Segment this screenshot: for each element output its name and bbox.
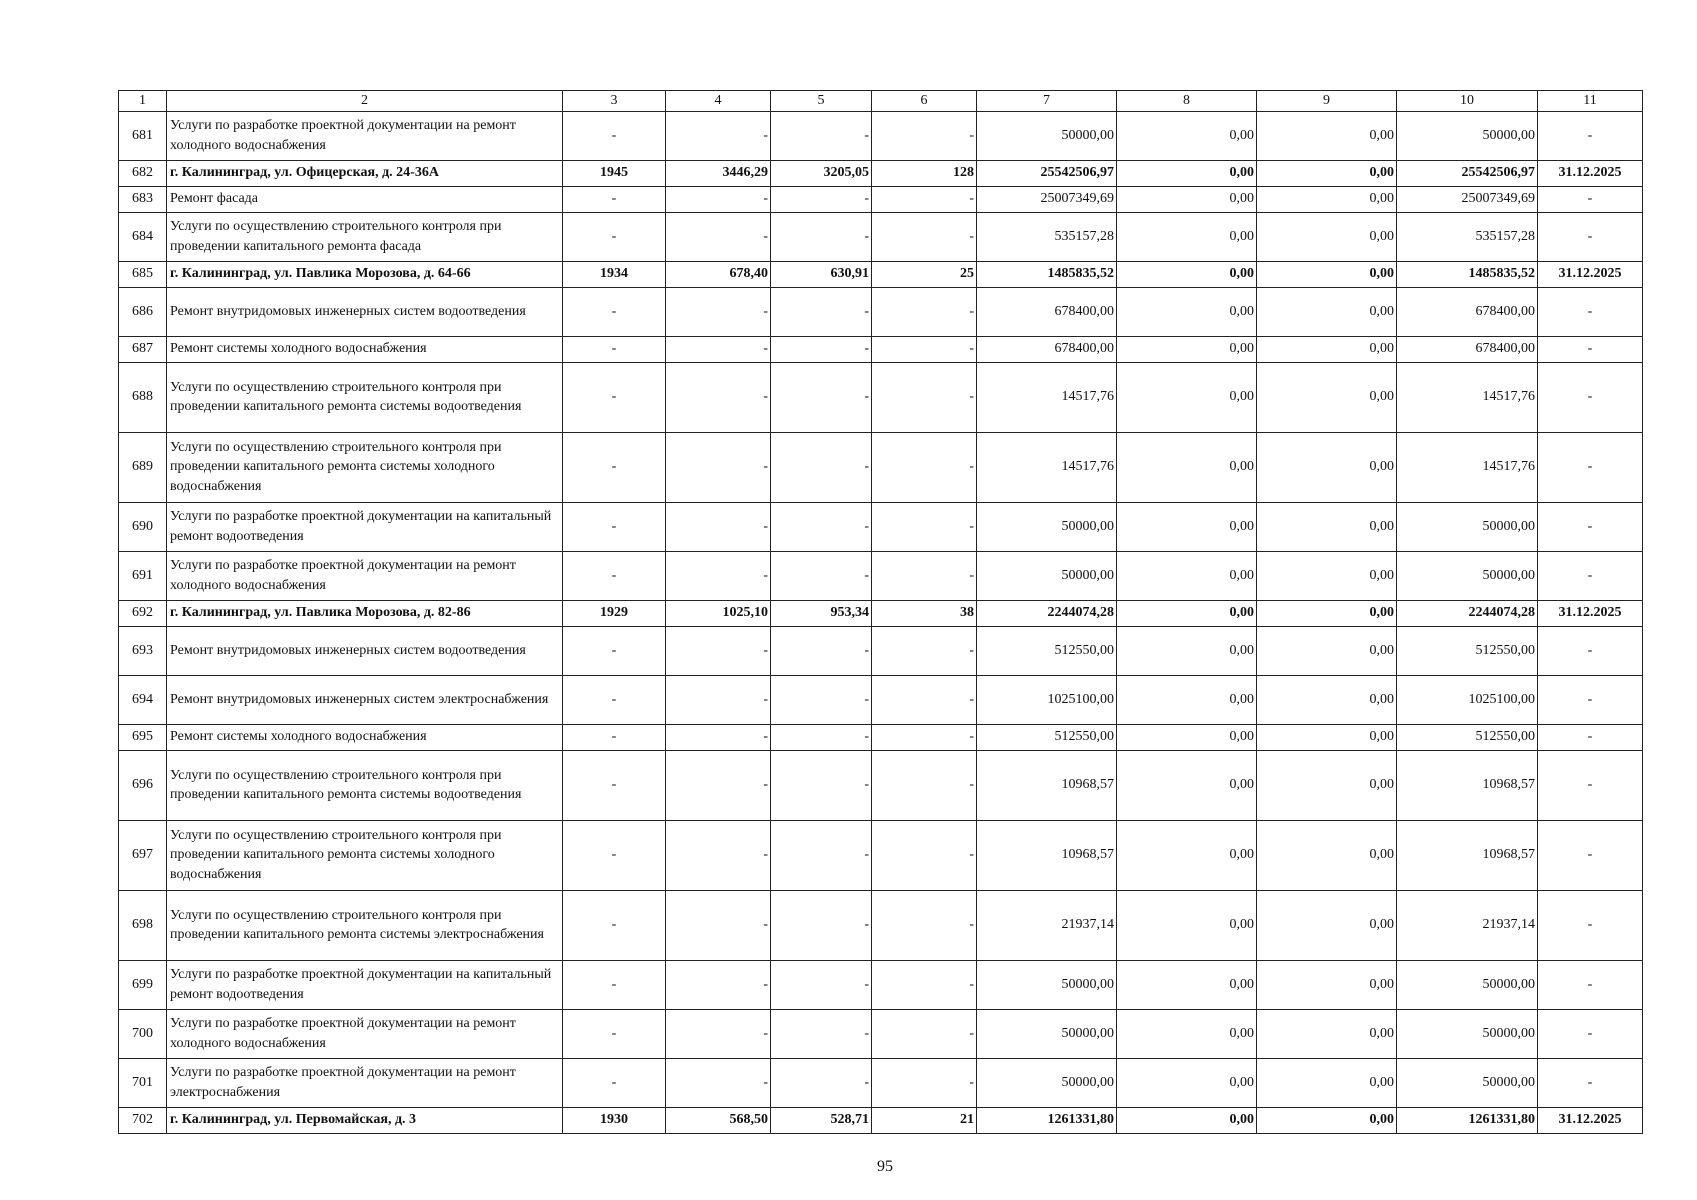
- fund-cost-cell: 0,00: [1117, 287, 1257, 336]
- total-area-cell: 1025,10: [666, 600, 771, 626]
- fund-cost-cell: 0,00: [1117, 551, 1257, 600]
- year-built-cell: -: [563, 362, 666, 432]
- row-number-cell: 683: [119, 186, 167, 212]
- owners-cost-cell: 21937,14: [1397, 890, 1538, 960]
- completion-date-cell: -: [1538, 890, 1643, 960]
- fund-cost-cell: 0,00: [1117, 432, 1257, 502]
- total-cost-cell: 2244074,28: [977, 600, 1117, 626]
- completion-date-cell: -: [1538, 502, 1643, 551]
- year-built-cell: -: [563, 336, 666, 362]
- total-cost-cell: 678400,00: [977, 287, 1117, 336]
- column-header-4: 4: [666, 91, 771, 112]
- total-cost-cell: 1025100,00: [977, 675, 1117, 724]
- completion-date-cell: 31.12.2025: [1538, 1107, 1643, 1133]
- year-built-cell: -: [563, 502, 666, 551]
- row-number-cell: 694: [119, 675, 167, 724]
- column-header-7: 7: [977, 91, 1117, 112]
- completion-date-cell: -: [1538, 1058, 1643, 1107]
- other-cost-cell: 0,00: [1257, 261, 1397, 287]
- row-number-cell: 686: [119, 287, 167, 336]
- work-item-row: [119, 724, 1643, 750]
- living-area-cell: -: [771, 362, 872, 432]
- living-area-cell: -: [771, 626, 872, 675]
- other-cost-cell: 0,00: [1257, 336, 1397, 362]
- work-item-row: [119, 1009, 1643, 1058]
- total-cost-cell: 10968,57: [977, 820, 1117, 890]
- living-area-cell: -: [771, 750, 872, 820]
- row-number-cell: 698: [119, 890, 167, 960]
- row-number-cell: 687: [119, 336, 167, 362]
- living-area-cell: -: [771, 336, 872, 362]
- description-cell: Услуги по осуществлению строительного контроля при проведении капитального ремонта системы холодного водоснабжения: [167, 820, 563, 890]
- fund-cost-cell: 0,00: [1117, 111, 1257, 160]
- total-cost-cell: 14517,76: [977, 362, 1117, 432]
- description-cell: Ремонт фасада: [167, 186, 563, 212]
- fund-cost-cell: 0,00: [1117, 960, 1257, 1009]
- work-item-row: [119, 551, 1643, 600]
- address-row: [119, 1107, 1643, 1133]
- year-built-cell: 1929: [563, 600, 666, 626]
- owners-cost-cell: 14517,76: [1397, 432, 1538, 502]
- description-cell: Услуги по разработке проектной документации на ремонт холодного водоснабжения: [167, 1009, 563, 1058]
- year-built-cell: -: [563, 1009, 666, 1058]
- completion-date-cell: -: [1538, 960, 1643, 1009]
- owners-cost-cell: 512550,00: [1397, 724, 1538, 750]
- living-area-cell: -: [771, 1058, 872, 1107]
- owners-cost-cell: 50000,00: [1397, 111, 1538, 160]
- column-header-1: 1: [119, 91, 167, 112]
- total-area-cell: -: [666, 111, 771, 160]
- residents-cell: -: [872, 502, 977, 551]
- work-item-row: [119, 626, 1643, 675]
- fund-cost-cell: 0,00: [1117, 160, 1257, 186]
- row-number-cell: 702: [119, 1107, 167, 1133]
- living-area-cell: -: [771, 551, 872, 600]
- other-cost-cell: 0,00: [1257, 212, 1397, 261]
- other-cost-cell: 0,00: [1257, 362, 1397, 432]
- living-area-cell: 630,91: [771, 261, 872, 287]
- year-built-cell: -: [563, 820, 666, 890]
- owners-cost-cell: 25542506,97: [1397, 160, 1538, 186]
- total-area-cell: -: [666, 1058, 771, 1107]
- fund-cost-cell: 0,00: [1117, 1058, 1257, 1107]
- other-cost-cell: 0,00: [1257, 724, 1397, 750]
- row-number-cell: 690: [119, 502, 167, 551]
- year-built-cell: 1945: [563, 160, 666, 186]
- description-cell: Услуги по разработке проектной документации на ремонт холодного водоснабжения: [167, 551, 563, 600]
- work-item-row: [119, 820, 1643, 890]
- fund-cost-cell: 0,00: [1117, 186, 1257, 212]
- column-header-8: 8: [1117, 91, 1257, 112]
- other-cost-cell: 0,00: [1257, 1107, 1397, 1133]
- column-header-6: 6: [872, 91, 977, 112]
- row-number-cell: 691: [119, 551, 167, 600]
- residents-cell: -: [872, 675, 977, 724]
- completion-date-cell: -: [1538, 551, 1643, 600]
- page-number: 95: [877, 1158, 893, 1175]
- owners-cost-cell: 2244074,28: [1397, 600, 1538, 626]
- total-cost-cell: 50000,00: [977, 502, 1117, 551]
- year-built-cell: -: [563, 724, 666, 750]
- residents-cell: -: [872, 111, 977, 160]
- other-cost-cell: 0,00: [1257, 960, 1397, 1009]
- description-cell: Ремонт внутридомовых инженерных систем водоотведения: [167, 287, 563, 336]
- description-cell: Услуги по осуществлению строительного контроля при проведении капитального ремонта системы водоотведения: [167, 362, 563, 432]
- owners-cost-cell: 14517,76: [1397, 362, 1538, 432]
- living-area-cell: -: [771, 287, 872, 336]
- work-item-row: [119, 212, 1643, 261]
- other-cost-cell: 0,00: [1257, 600, 1397, 626]
- description-cell: Услуги по разработке проектной документации на капитальный ремонт водоотведения: [167, 960, 563, 1009]
- fund-cost-cell: 0,00: [1117, 626, 1257, 675]
- living-area-cell: 953,34: [771, 600, 872, 626]
- residents-cell: 21: [872, 1107, 977, 1133]
- description-cell: Услуги по осуществлению строительного контроля при проведении капитального ремонта системы водоотведения: [167, 750, 563, 820]
- residents-cell: -: [872, 1009, 977, 1058]
- year-built-cell: -: [563, 960, 666, 1009]
- row-number-cell: 695: [119, 724, 167, 750]
- residents-cell: -: [872, 820, 977, 890]
- work-item-row: [119, 432, 1643, 502]
- total-area-cell: 3446,29: [666, 160, 771, 186]
- total-cost-cell: 50000,00: [977, 960, 1117, 1009]
- work-item-row: [119, 890, 1643, 960]
- completion-date-cell: -: [1538, 1009, 1643, 1058]
- living-area-cell: -: [771, 111, 872, 160]
- total-cost-cell: 1261331,80: [977, 1107, 1117, 1133]
- owners-cost-cell: 1485835,52: [1397, 261, 1538, 287]
- total-area-cell: -: [666, 750, 771, 820]
- total-cost-cell: 14517,76: [977, 432, 1117, 502]
- row-number-cell: 689: [119, 432, 167, 502]
- residents-cell: 38: [872, 600, 977, 626]
- living-area-cell: -: [771, 960, 872, 1009]
- fund-cost-cell: 0,00: [1117, 212, 1257, 261]
- completion-date-cell: -: [1538, 750, 1643, 820]
- description-cell: Ремонт системы холодного водоснабжения: [167, 336, 563, 362]
- fund-cost-cell: 0,00: [1117, 600, 1257, 626]
- fund-cost-cell: 0,00: [1117, 1107, 1257, 1133]
- work-item-row: [119, 111, 1643, 160]
- description-cell: Услуги по осуществлению строительного контроля при проведении капитального ремонта системы холодного водоснабжения: [167, 432, 563, 502]
- fund-cost-cell: 0,00: [1117, 675, 1257, 724]
- fund-cost-cell: 0,00: [1117, 820, 1257, 890]
- completion-date-cell: -: [1538, 432, 1643, 502]
- residents-cell: -: [872, 287, 977, 336]
- table-header: [119, 91, 1643, 112]
- other-cost-cell: 0,00: [1257, 750, 1397, 820]
- address-row: [119, 600, 1643, 626]
- year-built-cell: -: [563, 432, 666, 502]
- fund-cost-cell: 0,00: [1117, 750, 1257, 820]
- residents-cell: 25: [872, 261, 977, 287]
- row-number-cell: 696: [119, 750, 167, 820]
- column-number-row: [119, 91, 1643, 112]
- residents-cell: -: [872, 186, 977, 212]
- other-cost-cell: 0,00: [1257, 1009, 1397, 1058]
- other-cost-cell: 0,00: [1257, 675, 1397, 724]
- row-number-cell: 692: [119, 600, 167, 626]
- living-area-cell: -: [771, 212, 872, 261]
- total-cost-cell: 10968,57: [977, 750, 1117, 820]
- row-number-cell: 693: [119, 626, 167, 675]
- owners-cost-cell: 25007349,69: [1397, 186, 1538, 212]
- other-cost-cell: 0,00: [1257, 820, 1397, 890]
- owners-cost-cell: 535157,28: [1397, 212, 1538, 261]
- completion-date-cell: -: [1538, 626, 1643, 675]
- fund-cost-cell: 0,00: [1117, 724, 1257, 750]
- fund-cost-cell: 0,00: [1117, 261, 1257, 287]
- total-area-cell: -: [666, 212, 771, 261]
- row-number-cell: 699: [119, 960, 167, 1009]
- owners-cost-cell: 10968,57: [1397, 820, 1538, 890]
- total-area-cell: -: [666, 502, 771, 551]
- total-cost-cell: 512550,00: [977, 626, 1117, 675]
- total-area-cell: -: [666, 551, 771, 600]
- other-cost-cell: 0,00: [1257, 186, 1397, 212]
- completion-date-cell: -: [1538, 724, 1643, 750]
- column-header-5: 5: [771, 91, 872, 112]
- row-number-cell: 685: [119, 261, 167, 287]
- work-item-row: [119, 336, 1643, 362]
- total-area-cell: -: [666, 362, 771, 432]
- completion-date-cell: 31.12.2025: [1538, 261, 1643, 287]
- other-cost-cell: 0,00: [1257, 111, 1397, 160]
- column-header-11: 11: [1538, 91, 1643, 112]
- completion-date-cell: -: [1538, 287, 1643, 336]
- residents-cell: -: [872, 890, 977, 960]
- total-area-cell: -: [666, 1009, 771, 1058]
- living-area-cell: -: [771, 820, 872, 890]
- description-cell: Услуги по осуществлению строительного контроля при проведении капитального ремонта системы электроснабжения: [167, 890, 563, 960]
- work-item-row: [119, 287, 1643, 336]
- year-built-cell: -: [563, 750, 666, 820]
- residents-cell: -: [872, 362, 977, 432]
- column-header-10: 10: [1397, 91, 1538, 112]
- total-cost-cell: 50000,00: [977, 551, 1117, 600]
- year-built-cell: 1930: [563, 1107, 666, 1133]
- description-cell: Услуги по разработке проектной документации на капитальный ремонт водоотведения: [167, 502, 563, 551]
- completion-date-cell: -: [1538, 186, 1643, 212]
- owners-cost-cell: 512550,00: [1397, 626, 1538, 675]
- residents-cell: -: [872, 724, 977, 750]
- total-area-cell: -: [666, 675, 771, 724]
- total-cost-cell: 50000,00: [977, 1009, 1117, 1058]
- row-number-cell: 681: [119, 111, 167, 160]
- living-area-cell: -: [771, 675, 872, 724]
- total-area-cell: 568,50: [666, 1107, 771, 1133]
- total-area-cell: -: [666, 432, 771, 502]
- year-built-cell: -: [563, 1058, 666, 1107]
- other-cost-cell: 0,00: [1257, 502, 1397, 551]
- total-cost-cell: 512550,00: [977, 724, 1117, 750]
- completion-date-cell: -: [1538, 336, 1643, 362]
- description-cell: Услуги по осуществлению строительного контроля при проведении капитального ремонта фасада: [167, 212, 563, 261]
- description-cell: Ремонт внутридомовых инженерных систем электроснабжения: [167, 675, 563, 724]
- total-area-cell: -: [666, 890, 771, 960]
- residents-cell: -: [872, 1058, 977, 1107]
- total-cost-cell: 1485835,52: [977, 261, 1117, 287]
- total-cost-cell: 21937,14: [977, 890, 1117, 960]
- total-cost-cell: 25007349,69: [977, 186, 1117, 212]
- address-row: [119, 160, 1643, 186]
- residents-cell: -: [872, 432, 977, 502]
- residents-cell: -: [872, 212, 977, 261]
- living-area-cell: -: [771, 186, 872, 212]
- other-cost-cell: 0,00: [1257, 551, 1397, 600]
- total-area-cell: -: [666, 960, 771, 1009]
- total-area-cell: -: [666, 336, 771, 362]
- total-cost-cell: 50000,00: [977, 1058, 1117, 1107]
- owners-cost-cell: 50000,00: [1397, 1009, 1538, 1058]
- row-number-cell: 684: [119, 212, 167, 261]
- living-area-cell: -: [771, 502, 872, 551]
- living-area-cell: -: [771, 890, 872, 960]
- year-built-cell: -: [563, 186, 666, 212]
- description-cell: Услуги по разработке проектной документации на ремонт холодного водоснабжения: [167, 111, 563, 160]
- year-built-cell: -: [563, 551, 666, 600]
- year-built-cell: -: [563, 626, 666, 675]
- total-area-cell: 678,40: [666, 261, 771, 287]
- owners-cost-cell: 10968,57: [1397, 750, 1538, 820]
- owners-cost-cell: 1025100,00: [1397, 675, 1538, 724]
- completion-date-cell: -: [1538, 675, 1643, 724]
- owners-cost-cell: 50000,00: [1397, 1058, 1538, 1107]
- column-header-2: 2: [167, 91, 563, 112]
- residents-cell: -: [872, 750, 977, 820]
- other-cost-cell: 0,00: [1257, 890, 1397, 960]
- work-item-row: [119, 502, 1643, 551]
- living-area-cell: 3205,05: [771, 160, 872, 186]
- year-built-cell: 1934: [563, 261, 666, 287]
- row-number-cell: 682: [119, 160, 167, 186]
- row-number-cell: 701: [119, 1058, 167, 1107]
- fund-cost-cell: 0,00: [1117, 502, 1257, 551]
- residents-cell: -: [872, 336, 977, 362]
- owners-cost-cell: 50000,00: [1397, 502, 1538, 551]
- work-item-row: [119, 1058, 1643, 1107]
- year-built-cell: -: [563, 111, 666, 160]
- year-built-cell: -: [563, 675, 666, 724]
- owners-cost-cell: 50000,00: [1397, 960, 1538, 1009]
- other-cost-cell: 0,00: [1257, 432, 1397, 502]
- column-header-3: 3: [563, 91, 666, 112]
- description-cell: г. Калининград, ул. Павлика Морозова, д. 82-86: [167, 600, 563, 626]
- column-header-9: 9: [1257, 91, 1397, 112]
- row-number-cell: 688: [119, 362, 167, 432]
- year-built-cell: -: [563, 212, 666, 261]
- owners-cost-cell: 50000,00: [1397, 551, 1538, 600]
- total-cost-cell: 25542506,97: [977, 160, 1117, 186]
- completion-date-cell: -: [1538, 212, 1643, 261]
- fund-cost-cell: 0,00: [1117, 336, 1257, 362]
- other-cost-cell: 0,00: [1257, 287, 1397, 336]
- total-area-cell: -: [666, 820, 771, 890]
- total-cost-cell: 50000,00: [977, 111, 1117, 160]
- fund-cost-cell: 0,00: [1117, 362, 1257, 432]
- other-cost-cell: 0,00: [1257, 626, 1397, 675]
- total-area-cell: -: [666, 186, 771, 212]
- work-item-row: [119, 362, 1643, 432]
- living-area-cell: 528,71: [771, 1107, 872, 1133]
- living-area-cell: -: [771, 724, 872, 750]
- completion-date-cell: 31.12.2025: [1538, 160, 1643, 186]
- row-number-cell: 700: [119, 1009, 167, 1058]
- description-cell: Ремонт системы холодного водоснабжения: [167, 724, 563, 750]
- row-number-cell: 697: [119, 820, 167, 890]
- owners-cost-cell: 678400,00: [1397, 336, 1538, 362]
- fund-cost-cell: 0,00: [1117, 890, 1257, 960]
- residents-cell: -: [872, 960, 977, 1009]
- residents-cell: 128: [872, 160, 977, 186]
- description-cell: г. Калининград, ул. Павлика Морозова, д. 64-66: [167, 261, 563, 287]
- total-cost-cell: 535157,28: [977, 212, 1117, 261]
- total-area-cell: -: [666, 626, 771, 675]
- total-area-cell: -: [666, 287, 771, 336]
- living-area-cell: -: [771, 1009, 872, 1058]
- total-area-cell: -: [666, 724, 771, 750]
- work-item-row: [119, 960, 1643, 1009]
- work-item-row: [119, 750, 1643, 820]
- work-item-row: [119, 675, 1643, 724]
- description-cell: Услуги по разработке проектной документации на ремонт электроснабжения: [167, 1058, 563, 1107]
- owners-cost-cell: 678400,00: [1397, 287, 1538, 336]
- residents-cell: -: [872, 551, 977, 600]
- description-cell: г. Калининград, ул. Первомайская, д. 3: [167, 1107, 563, 1133]
- work-item-row: [119, 186, 1643, 212]
- description-cell: г. Калининград, ул. Офицерская, д. 24-36А: [167, 160, 563, 186]
- residents-cell: -: [872, 626, 977, 675]
- completion-date-cell: 31.12.2025: [1538, 600, 1643, 626]
- other-cost-cell: 0,00: [1257, 160, 1397, 186]
- address-row: [119, 261, 1643, 287]
- completion-date-cell: -: [1538, 820, 1643, 890]
- year-built-cell: -: [563, 287, 666, 336]
- capital-repair-table: [118, 90, 1643, 1134]
- owners-cost-cell: 1261331,80: [1397, 1107, 1538, 1133]
- completion-date-cell: -: [1538, 111, 1643, 160]
- description-cell: Ремонт внутридомовых инженерных систем водоотведения: [167, 626, 563, 675]
- completion-date-cell: -: [1538, 362, 1643, 432]
- living-area-cell: -: [771, 432, 872, 502]
- year-built-cell: -: [563, 890, 666, 960]
- total-cost-cell: 678400,00: [977, 336, 1117, 362]
- other-cost-cell: 0,00: [1257, 1058, 1397, 1107]
- table-body: [119, 111, 1643, 1133]
- fund-cost-cell: 0,00: [1117, 1009, 1257, 1058]
